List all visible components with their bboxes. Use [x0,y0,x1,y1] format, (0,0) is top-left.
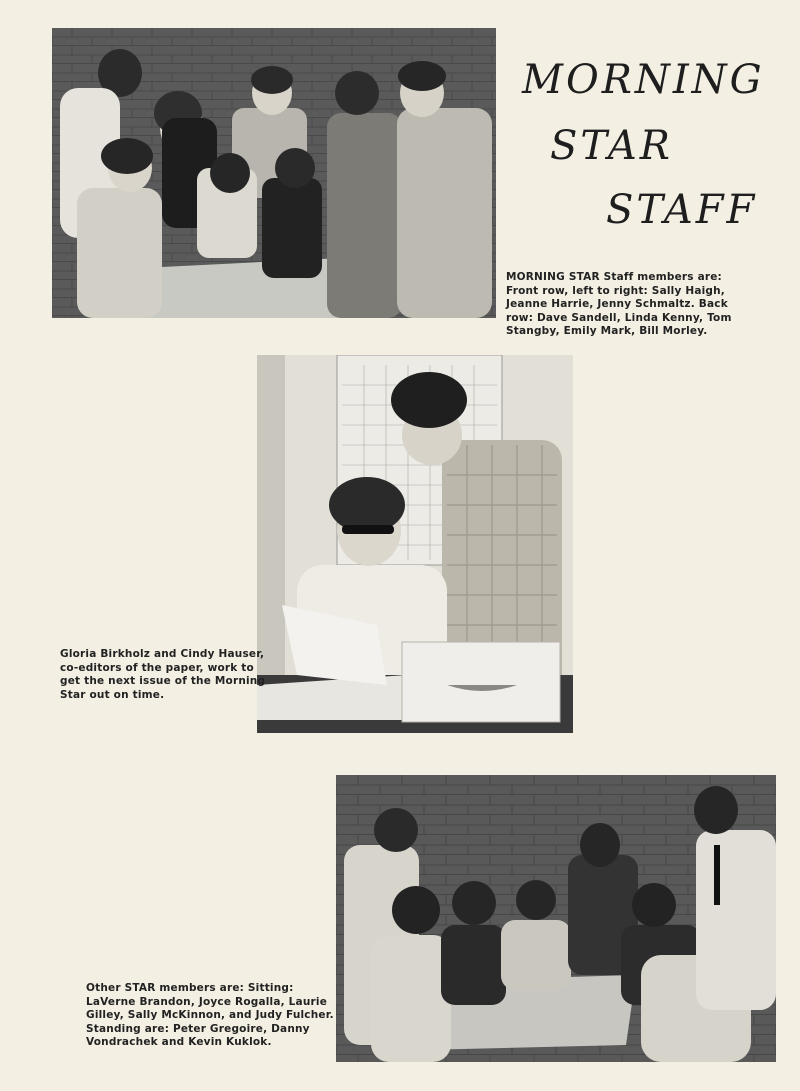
page-title-line-3: STAFF [606,187,758,233]
page-title-line-2: STAR [550,123,673,169]
staff-group-photo [52,28,496,318]
other-members-photo [336,775,776,1062]
page-title-line-1: MORNING [522,57,765,103]
other-members-caption: Other STAR members are: Sitting: LaVerne Brandon, Joyce Rogalla, Laurie Gilley, Sally McKinnon, and Judy Fulcher. Standing are: Peter Gregoire, Danny Vondrachek and Kevin Kuklok. [86,982,334,1048]
staff-caption: MORNING STAR Staff members are: Front row, left to right: Sally Haigh, Jeanne Harrie, Jenny Schmaltz. Back row: Dave Sandell, Linda Kenny, Tom Stangby, Emily Mark, Bill Morley. [506,271,732,337]
coeditors-caption: Gloria Birkholz and Cindy Hauser, co-editors of the paper, work to get the next issue of the Morning Star out on time. [60,648,266,701]
coeditors-photo [257,355,573,733]
